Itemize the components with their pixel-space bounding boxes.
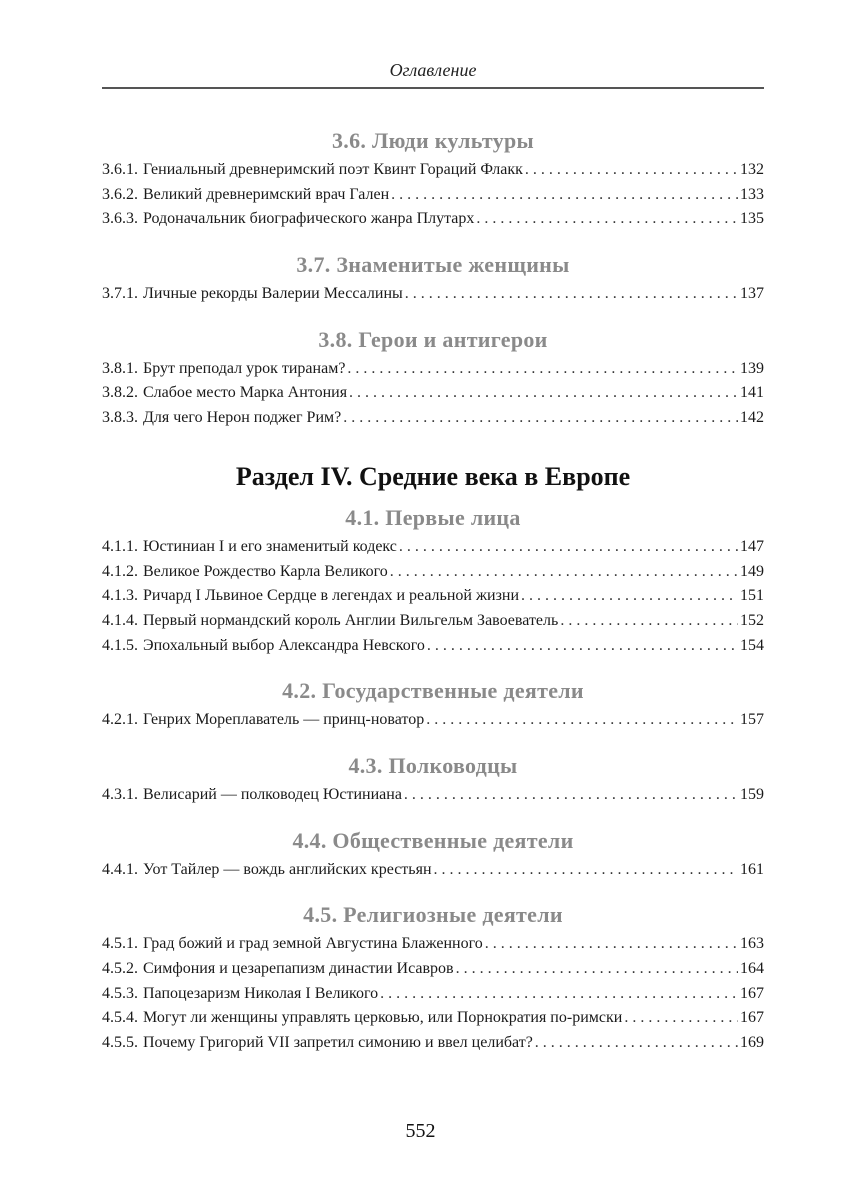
entry-title: Юстиниан I и его знаменитый кодекс [143, 537, 397, 555]
subsection-title: 4.1. Первые лица [345, 504, 521, 530]
entry-title: Для чего Нерон поджег Рим? [143, 409, 342, 427]
entry-page-number: 169 [740, 1034, 764, 1052]
toc-entry [102, 783, 764, 808]
toc-subsection [102, 248, 764, 307]
entry-page-number: 167 [740, 984, 764, 1002]
dot-leader [521, 584, 738, 609]
entry-number: 3.6.1. [102, 161, 138, 178]
entry-number: 4.3.1. [102, 785, 138, 803]
dot-leader [391, 183, 738, 208]
subsection-title: 3.6. Люди культуры [331, 128, 535, 153]
toc-entry [102, 708, 764, 733]
dot-leader [624, 1006, 738, 1031]
dot-leader [476, 207, 738, 232]
dot-leader [525, 158, 738, 183]
toc-subsection [102, 674, 764, 733]
entry-page-number: 135 [740, 210, 764, 228]
entry-title: Симфония и цезарепапизм династии Исавров [143, 960, 454, 977]
toc-entry [102, 1006, 764, 1031]
entry-number: 3.7.1. [102, 285, 138, 303]
entry-title: Велисарий — полководец Юстиниана [143, 785, 402, 803]
entry-page-number: 132 [740, 161, 764, 178]
entry-title: Гениальный древнеримский поэт Квинт Гораций Флакк [143, 161, 523, 178]
entry-page-number: 142 [740, 409, 764, 427]
entry-page-number: 147 [740, 537, 764, 555]
dot-leader [427, 634, 738, 659]
dot-leader [535, 1031, 738, 1056]
entry-title: Брут преподал урок тиранам? [143, 359, 346, 377]
dot-leader [349, 381, 738, 406]
entry-number: 4.4.1. [102, 860, 138, 878]
entry-title: Почему Григорий VII запретил симонию и ввел целибат? [143, 1034, 533, 1052]
entry-title: Первый нормандский король Англии Вильгельм Завоеватель [143, 611, 559, 629]
entry-number: 4.5.1. [102, 935, 138, 953]
entry-title: Родоначальник биографического жанра Плутарх [143, 210, 475, 228]
dot-leader [485, 932, 738, 957]
toc-entry [102, 535, 764, 560]
entry-page-number: 137 [740, 285, 764, 303]
entry-title: Град божий и град земной Августина Блаженного [143, 935, 483, 953]
entry-page-number: 149 [740, 562, 764, 580]
toc-entry [102, 957, 764, 982]
entry-number: 3.8.1. [102, 359, 138, 377]
toc-entry [102, 634, 764, 659]
toc-entry [102, 982, 764, 1007]
subsection-title: 3.7. Знаменитые женщины [296, 252, 570, 278]
dot-leader [426, 708, 738, 733]
toc-entry [102, 858, 764, 883]
dot-leader [380, 982, 738, 1007]
entry-page-number: 157 [740, 711, 764, 729]
entry-title: Папоцезаризм Николая I Великого [143, 984, 379, 1002]
entry-page-number: 133 [740, 185, 764, 203]
entry-page-number: 164 [740, 960, 764, 977]
entry-number: 4.5.2. [102, 960, 138, 977]
section-title: Раздел IV. Средние века в Европе [235, 461, 631, 491]
entry-title: Великое Рождество Карла Великого [143, 562, 388, 580]
dot-leader [390, 560, 738, 585]
entry-title: Могут ли женщины управлять церковью, или Порнократия по-римски [143, 1009, 623, 1027]
entry-page-number: 167 [740, 1009, 764, 1027]
toc-subsection [102, 501, 764, 658]
entry-number: 3.6.3. [102, 210, 138, 228]
entry-title: Генрих Мореплаватель — принц-новатор [143, 711, 425, 729]
toc-entry [102, 609, 764, 634]
dot-leader [399, 535, 738, 560]
entry-number: 4.1.5. [102, 636, 138, 654]
dot-leader [405, 282, 738, 307]
toc-subsection [102, 323, 764, 431]
toc-entry [102, 1031, 764, 1056]
entry-number: 3.8.3. [102, 409, 138, 427]
entry-page-number: 152 [740, 611, 764, 629]
entry-page-number: 163 [740, 935, 764, 953]
dot-leader [404, 783, 738, 808]
subsection-title: 4.4. Общественные деятели [292, 827, 574, 853]
entry-page-number: 154 [740, 636, 764, 654]
entry-page-number: 159 [740, 785, 764, 803]
entry-number: 3.6.2. [102, 185, 138, 203]
page-number: 552 [405, 1120, 436, 1142]
entry-page-number: 141 [740, 384, 764, 402]
entry-number: 4.5.3. [102, 984, 138, 1002]
entry-number: 4.5.4. [102, 1009, 138, 1027]
toc-subsection [102, 124, 764, 232]
entry-number: 4.1.1. [102, 537, 138, 555]
entry-number: 4.1.4. [102, 611, 138, 629]
entry-number: 4.1.2. [102, 562, 138, 580]
toc-entry [102, 932, 764, 957]
dot-leader [343, 406, 738, 431]
running-head: Оглавление [389, 60, 477, 80]
toc-subsection [102, 824, 764, 883]
entry-number: 4.2.1. [102, 711, 138, 729]
entry-title: Великий древнеримский врач Гален [143, 185, 390, 203]
entry-page-number: 161 [740, 860, 764, 878]
toc-entry [102, 207, 764, 232]
dot-leader [456, 957, 738, 982]
entry-title: Уот Тайлер — вождь английских крестьян [143, 860, 432, 878]
entry-number: 3.8.2. [102, 384, 138, 402]
toc-entry [102, 406, 764, 431]
toc-entry [102, 381, 764, 406]
toc-subsection [102, 749, 764, 808]
toc-entry [102, 158, 764, 183]
subsection-title: 4.2. Государственные деятели [282, 678, 584, 704]
table-of-contents [102, 124, 764, 1072]
entry-title: Слабое место Марка Антония [143, 384, 348, 402]
header-rule [102, 87, 764, 89]
dot-leader [560, 609, 738, 634]
entry-title: Эпохальный выбор Александра Невского [143, 636, 425, 654]
entry-number: 4.5.5. [102, 1034, 138, 1052]
entry-title: Ричард I Львиное Сердце в легендах и реальной жизни [143, 587, 520, 605]
entry-page-number: 139 [740, 359, 764, 377]
entry-page-number: 151 [740, 587, 764, 605]
subsection-title: 4.3. Полководцы [348, 752, 518, 778]
subsection-title: 4.5. Религиозные деятели [303, 902, 563, 928]
toc-entry [102, 560, 764, 585]
subsection-title: 3.8. Герои и антигерои [318, 326, 548, 352]
toc-entry [102, 584, 764, 609]
toc-entry [102, 183, 764, 208]
toc-subsection [102, 898, 764, 1055]
entry-title: Личные рекорды Валерии Мессалины [143, 285, 403, 303]
toc-entry [102, 357, 764, 382]
entry-number: 4.1.3. [102, 587, 138, 605]
dot-leader [434, 858, 738, 883]
toc-entry [102, 282, 764, 307]
dot-leader [347, 357, 738, 382]
